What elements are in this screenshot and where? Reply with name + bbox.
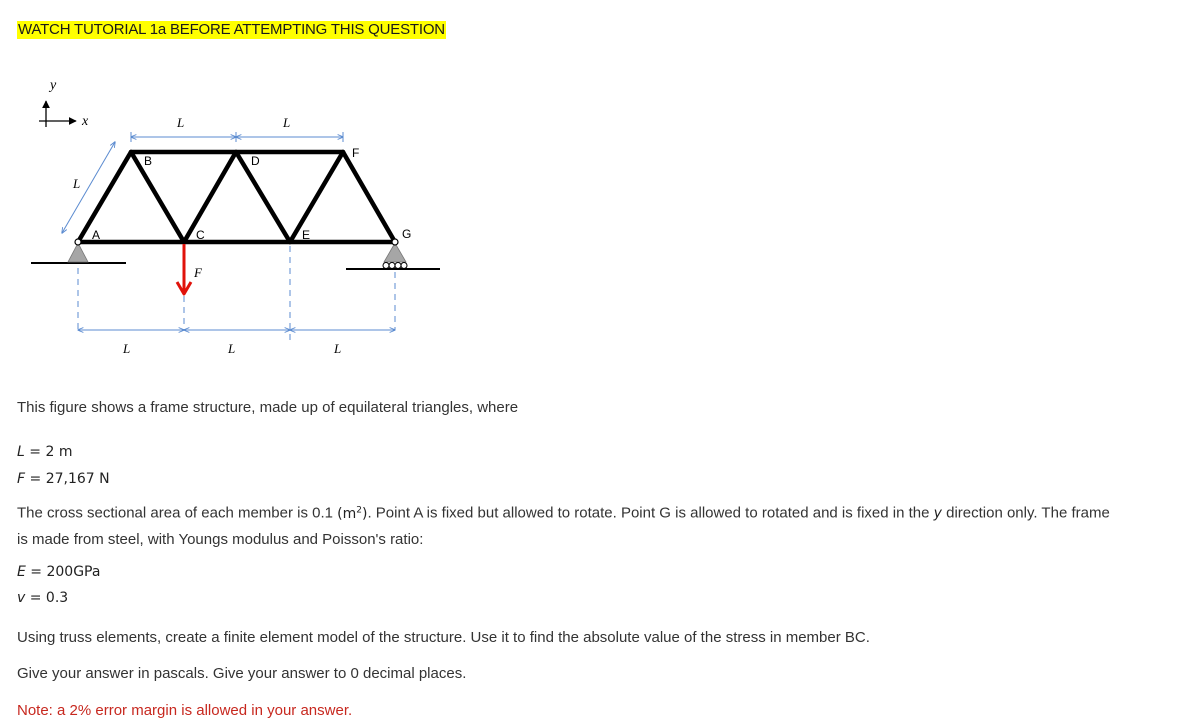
coordinate-axes	[39, 78, 89, 129]
slant-span-label: L	[73, 176, 81, 191]
tutorial-warning-banner: WATCH TUTORIAL 1a BEFORE ATTEMPTING THIS QUESTION	[18, 21, 445, 38]
area-unit-exponent: 2	[356, 505, 362, 515]
force-value: 27,167	[45, 471, 95, 487]
top-dimensions	[131, 115, 343, 142]
node-label-g: G	[402, 227, 412, 241]
node-label-d: D	[251, 154, 260, 168]
force-equals: =	[25, 471, 46, 487]
poisson-ratio	[17, 589, 68, 607]
answer-format-text: Give your answer in pascals. Give your answer to 0 decimal places.	[17, 665, 467, 682]
intro-text: This figure shows a frame structure, made up of equilateral triangles, where	[17, 399, 519, 416]
material-sentence: is made from steel, with Youngs modulus and Poisson's ratio:	[17, 531, 424, 548]
poisson-value: = 0.3	[25, 590, 69, 606]
length-variable: L	[17, 444, 25, 460]
node-label-a: A	[92, 228, 101, 242]
node-label-c: C	[196, 228, 205, 242]
node-label-f: F	[352, 146, 360, 160]
bottom-span-label-2: L	[228, 341, 236, 356]
youngs-value: = 200GPa	[25, 564, 101, 580]
task-text: Using truss elements, create a finite element model of the structure. Use it to find the absolute value of the stress in member BC.	[17, 629, 870, 646]
area-text-1: The cross sectional area of each member is 0.1	[17, 504, 338, 522]
error-margin-note: Note: a 2% error margin is allowed in your answer.	[17, 702, 353, 719]
length-unit: m	[54, 444, 73, 460]
bottom-dimensions	[78, 330, 395, 356]
force-unit: N	[94, 471, 110, 487]
length-definition	[17, 443, 72, 461]
slant-dimension	[62, 142, 115, 233]
youngs-modulus	[17, 563, 100, 581]
direction-variable: y	[933, 505, 942, 522]
node-labels	[92, 146, 411, 242]
top-span-label-1: L	[177, 115, 185, 130]
load-arrow-f	[177, 244, 203, 294]
load-label: F	[194, 265, 202, 280]
length-value: 2	[45, 444, 55, 460]
force-variable: F	[17, 471, 26, 487]
area-text-2: . Point A is fixed but allowed to rotate. Point G is allowed to rotated and is fixed in the	[367, 504, 934, 522]
area-text-3: direction only. The frame	[941, 504, 1110, 522]
force-definition	[17, 470, 110, 488]
area-sentence	[17, 501, 1110, 523]
node-label-e: E	[302, 228, 311, 242]
area-unit-base: (m	[337, 505, 357, 522]
bottom-span-label-3: L	[334, 341, 342, 356]
axis-y-label: y	[50, 78, 57, 93]
youngs-variable: E	[17, 564, 26, 580]
bottom-span-label-1: L	[123, 341, 131, 356]
area-unit-close: )	[362, 505, 368, 522]
poisson-variable: v	[17, 590, 26, 606]
area-unit	[337, 506, 367, 522]
projection-lines	[78, 246, 395, 340]
top-span-label-2: L	[283, 115, 291, 130]
length-equals: =	[24, 444, 46, 460]
node-label-b: B	[144, 154, 153, 168]
truss-members	[78, 152, 395, 242]
truss-figure	[0, 70, 460, 370]
axis-x-label: x	[82, 114, 89, 129]
